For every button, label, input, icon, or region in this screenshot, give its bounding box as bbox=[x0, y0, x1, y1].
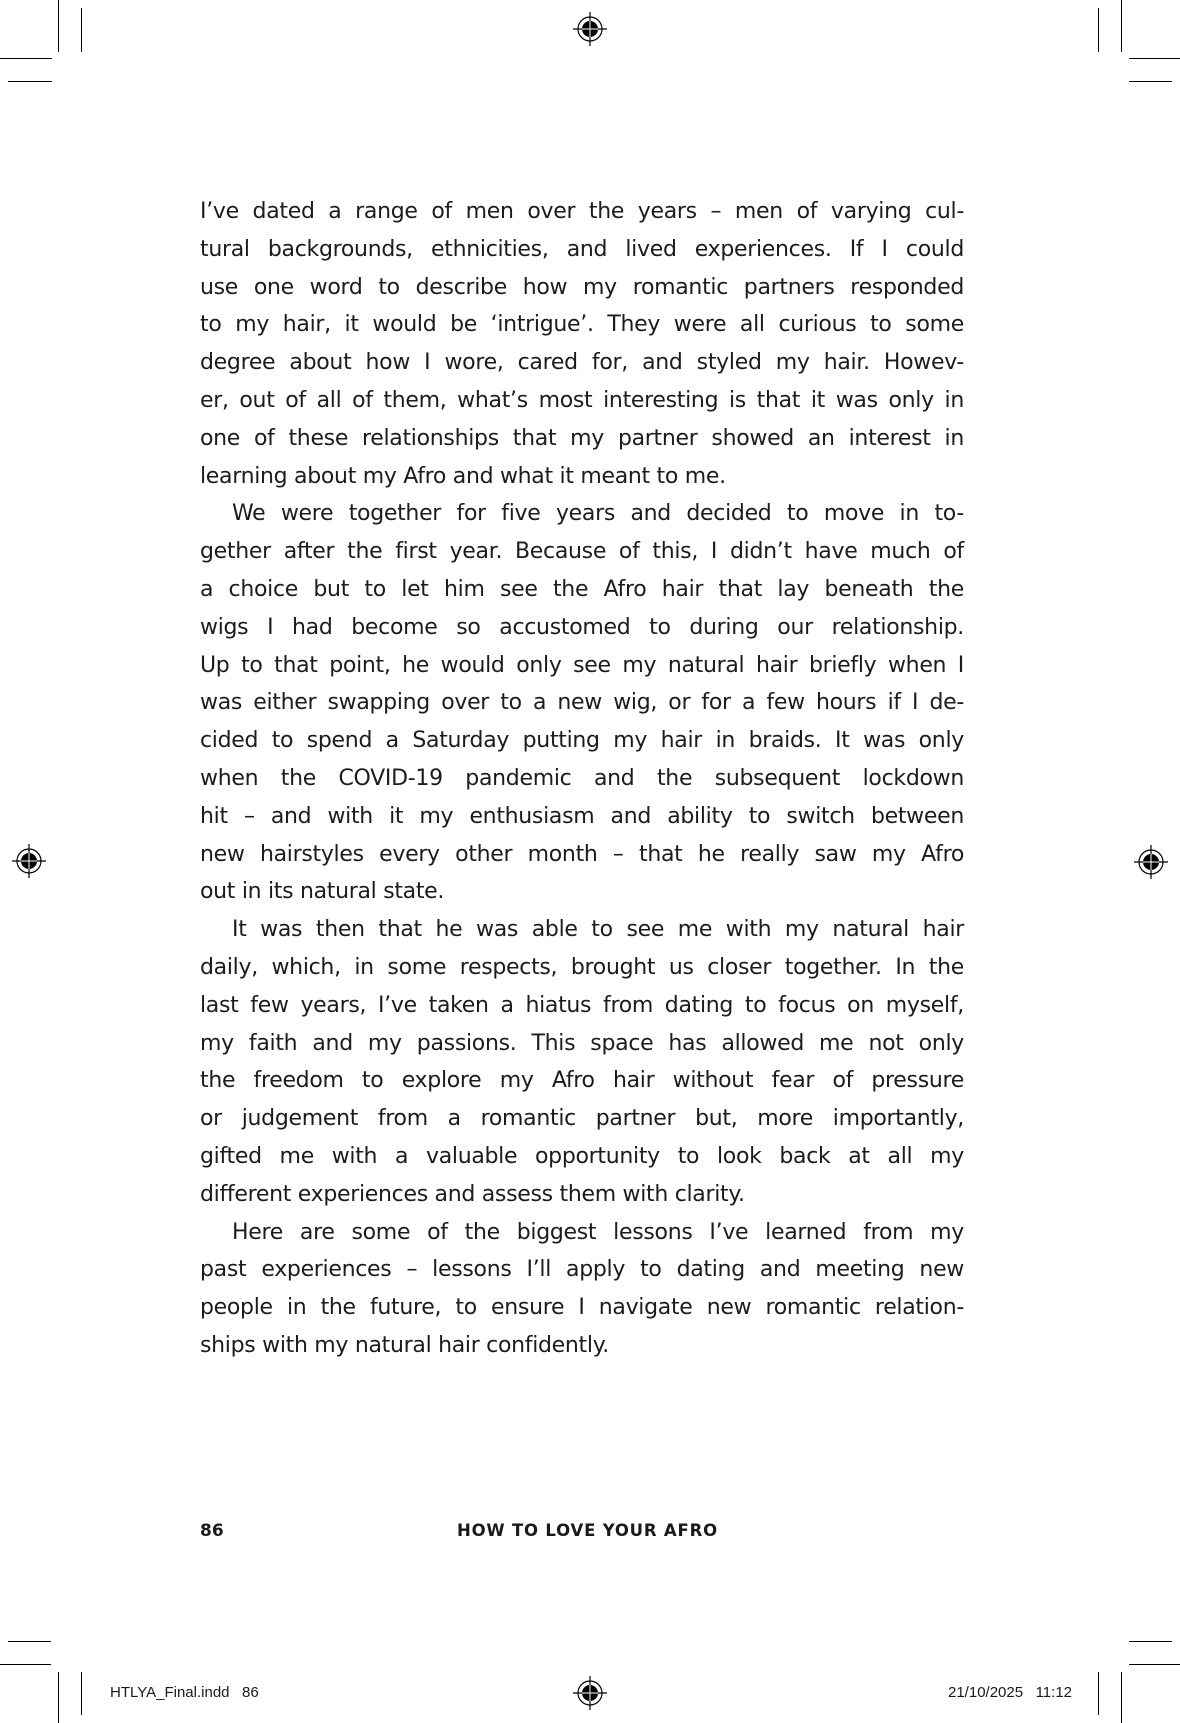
text-line: cided to spend a Saturday putting my hair in braids. It was only bbox=[200, 728, 964, 754]
crop-mark-top-left-h1 bbox=[0, 58, 52, 59]
crop-mark-top-left-v2 bbox=[81, 8, 82, 52]
text-line: or judgement from a romantic partner but, more importantly, bbox=[200, 1106, 964, 1132]
crop-mark-bottom-right-v2 bbox=[1121, 1672, 1122, 1723]
text-line: gifted me with a valuable opportunity to look back at all my bbox=[200, 1143, 964, 1169]
text-line: er, out of all of them, what’s most interesting is that it was only in bbox=[200, 387, 964, 413]
text-line: to my hair, it would be ‘intrigue’. They were all curious to some bbox=[200, 312, 964, 338]
text-line: people in the future, to ensure I navigate new romantic relation- bbox=[200, 1295, 964, 1321]
text-line: past experiences – lessons I’ll apply to dating and meeting new bbox=[200, 1257, 964, 1283]
page-number: 86 bbox=[200, 1521, 224, 1541]
text-line: new hairstyles every other month – that he really saw my Afro bbox=[200, 841, 964, 867]
crop-mark-bottom-right-v1 bbox=[1098, 1672, 1099, 1715]
text-line: gether after the first year. Because of this, I didn’t have much of bbox=[200, 539, 964, 565]
text-line: hit – and with it my enthusiasm and ability to switch between bbox=[200, 803, 964, 829]
text-line: out in its natural state. bbox=[200, 879, 445, 905]
crop-mark-top-left-h2 bbox=[8, 81, 52, 82]
crop-mark-top-left-v1 bbox=[58, 0, 59, 52]
text-line: daily, which, in some respects, brought us closer together. In the bbox=[200, 954, 964, 980]
text-line: my faith and my passions. This space has allowed me not only bbox=[200, 1030, 964, 1056]
text-line: last few years, I’ve taken a hiatus from dating to focus on myself, bbox=[200, 992, 964, 1018]
text-line: the freedom to explore my Afro hair without fear of pressure bbox=[200, 1068, 964, 1094]
running-head: HOW TO LOVE YOUR AFRO bbox=[457, 1521, 718, 1540]
text-line: different experiences and assess them with clarity. bbox=[200, 1181, 745, 1207]
text-line: I’ve dated a range of men over the years – men of varying cul- bbox=[200, 199, 964, 224]
slug-file-name: HTLYA_Final.indd 86 bbox=[110, 1684, 259, 1701]
text-line: tural backgrounds, ethnicities, and lived experiences. If I could bbox=[200, 236, 964, 262]
paragraph bbox=[200, 193, 964, 495]
crop-mark-bottom-left-v2 bbox=[81, 1672, 82, 1715]
crop-mark-bottom-left-h2 bbox=[0, 1664, 51, 1665]
text-line: learning about my Afro and what it meant to me. bbox=[200, 463, 726, 489]
text-line: Here are some of the biggest lessons I’ve learned from my bbox=[232, 1219, 964, 1245]
registration-mark-icon bbox=[9, 841, 49, 881]
crop-mark-top-right-v1 bbox=[1098, 8, 1099, 52]
text-line: was either swapping over to a new wig, or for a few hours if I de- bbox=[200, 690, 964, 716]
paragraph bbox=[200, 1214, 964, 1365]
text-line: wigs I had become so accustomed to during our relationship. bbox=[200, 614, 964, 640]
paragraph bbox=[200, 495, 964, 911]
text-line: when the COVID-19 pandemic and the subsequent lockdown bbox=[200, 765, 964, 791]
crop-mark-bottom-right-h1 bbox=[1129, 1641, 1172, 1642]
registration-mark-icon bbox=[1131, 842, 1171, 882]
crop-mark-bottom-right-h2 bbox=[1129, 1664, 1180, 1665]
registration-mark-icon bbox=[570, 9, 610, 49]
slug-datetime: 21/10/2025 11:12 bbox=[948, 1684, 1072, 1701]
registration-mark-icon bbox=[570, 1673, 610, 1713]
text-line: Up to that point, he would only see my natural hair briefly when I bbox=[200, 652, 964, 678]
text-line: ships with my natural hair confidently. bbox=[200, 1332, 609, 1358]
text-line: one of these relationships that my partner showed an interest in bbox=[200, 425, 964, 451]
crop-mark-top-right-h1 bbox=[1129, 58, 1180, 59]
paragraph bbox=[200, 911, 964, 1213]
crop-mark-top-right-v2 bbox=[1121, 0, 1122, 52]
text-line: We were together for five years and decided to move in to- bbox=[232, 501, 964, 527]
text-line: degree about how I wore, cared for, and styled my hair. Howev- bbox=[200, 350, 964, 376]
crop-mark-bottom-left-v1 bbox=[58, 1672, 59, 1723]
crop-mark-bottom-left-h1 bbox=[8, 1641, 51, 1642]
crop-mark-top-right-h2 bbox=[1129, 81, 1172, 82]
text-line: use one word to describe how my romantic partners responded bbox=[200, 274, 964, 300]
body-text bbox=[200, 193, 964, 1365]
text-line: a choice but to let him see the Afro hair that lay beneath the bbox=[200, 576, 964, 602]
text-line: It was then that he was able to see me with my natural hair bbox=[232, 917, 964, 943]
